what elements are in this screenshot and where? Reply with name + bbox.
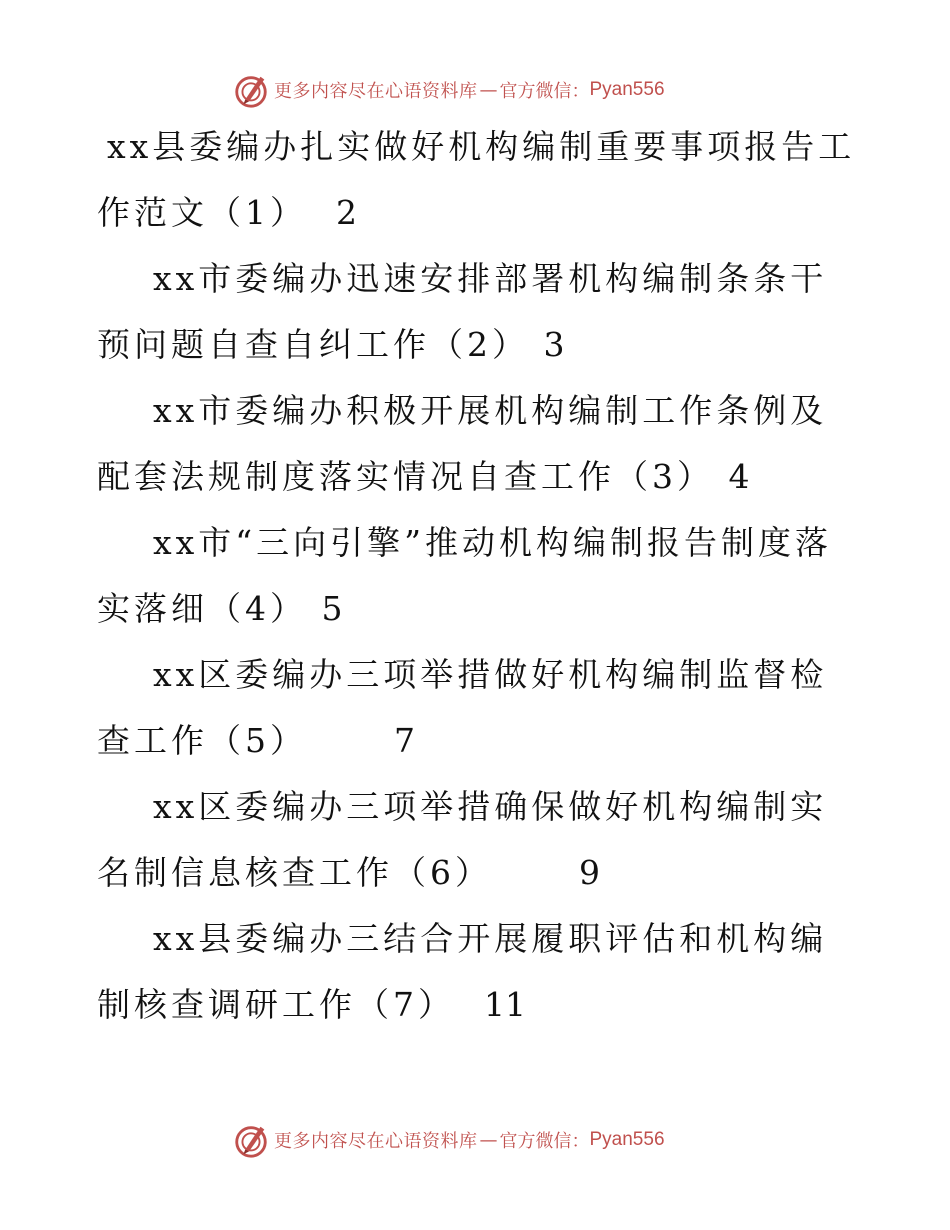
banner-dash: — [479,79,498,101]
toc-entry-title: xx市委编办积极开展机构编制工作条例及配套法规制度落实情况自查工作（3） [97,391,828,496]
toc-entry[interactable] [97,774,857,906]
toc-entry-gap [307,193,336,232]
banner-slogan: 更多内容尽在心语资料库 [274,81,478,102]
table-of-contents [97,114,857,1038]
banner-wechat-id: Pyan556 [589,79,665,100]
toc-entry[interactable] [97,510,857,642]
toc-entry-page: 7 [393,721,415,760]
toc-entry-gap [455,985,484,1024]
toc-entry[interactable] [97,906,857,1038]
toc-entry[interactable] [97,114,857,246]
toc-entry-gap [307,721,394,760]
toc-entry-page: 3 [543,325,565,364]
toc-entry-gap [307,589,322,628]
banner-slogan: 更多内容尽在心语资料库 [274,1131,478,1152]
toc-entry-gap [714,457,729,496]
toc-entry-page: 5 [321,589,343,628]
toc-entry-title: xx区委编办三项举措确保做好机构编制实名制信息核查工作（6） [97,787,828,892]
toc-entry-title: xx市“三向引擎”推动机构编制报告制度落实落细（4） [97,523,832,628]
toc-entry[interactable] [97,246,857,378]
toc-entry[interactable] [97,642,857,774]
pen-nib-logo-icon [232,1121,270,1159]
header-banner [232,70,665,110]
footer-banner [232,1120,665,1160]
toc-entry-gap [529,325,544,364]
banner-wechat-label: 官方微信： [499,81,590,102]
toc-entry-page: 2 [335,193,357,232]
toc-entry-title: xx区委编办三项举措做好机构编制监督检查工作（5） [97,655,828,760]
banner-wechat-id: Pyan556 [589,1129,665,1150]
toc-entry-title: xx县委编办扎实做好机构编制重要事项报告工作范文（1） [97,127,856,232]
toc-entry-page: 11 [483,985,526,1024]
toc-entry-title: xx市委编办迅速安排部署机构编制条条干预问题自查自纠工作（2） [97,259,828,364]
toc-entry-page: 9 [578,853,600,892]
toc-entry[interactable] [97,378,857,510]
toc-entry-title: xx县委编办三结合开展履职评估和机构编制核查调研工作（7） [97,919,828,1024]
pen-nib-logo-icon [232,71,270,109]
banner-wechat-label: 官方微信： [499,1131,590,1152]
toc-entry-gap [492,853,579,892]
banner-dash: — [479,1129,498,1151]
toc-entry-page: 4 [728,457,750,496]
